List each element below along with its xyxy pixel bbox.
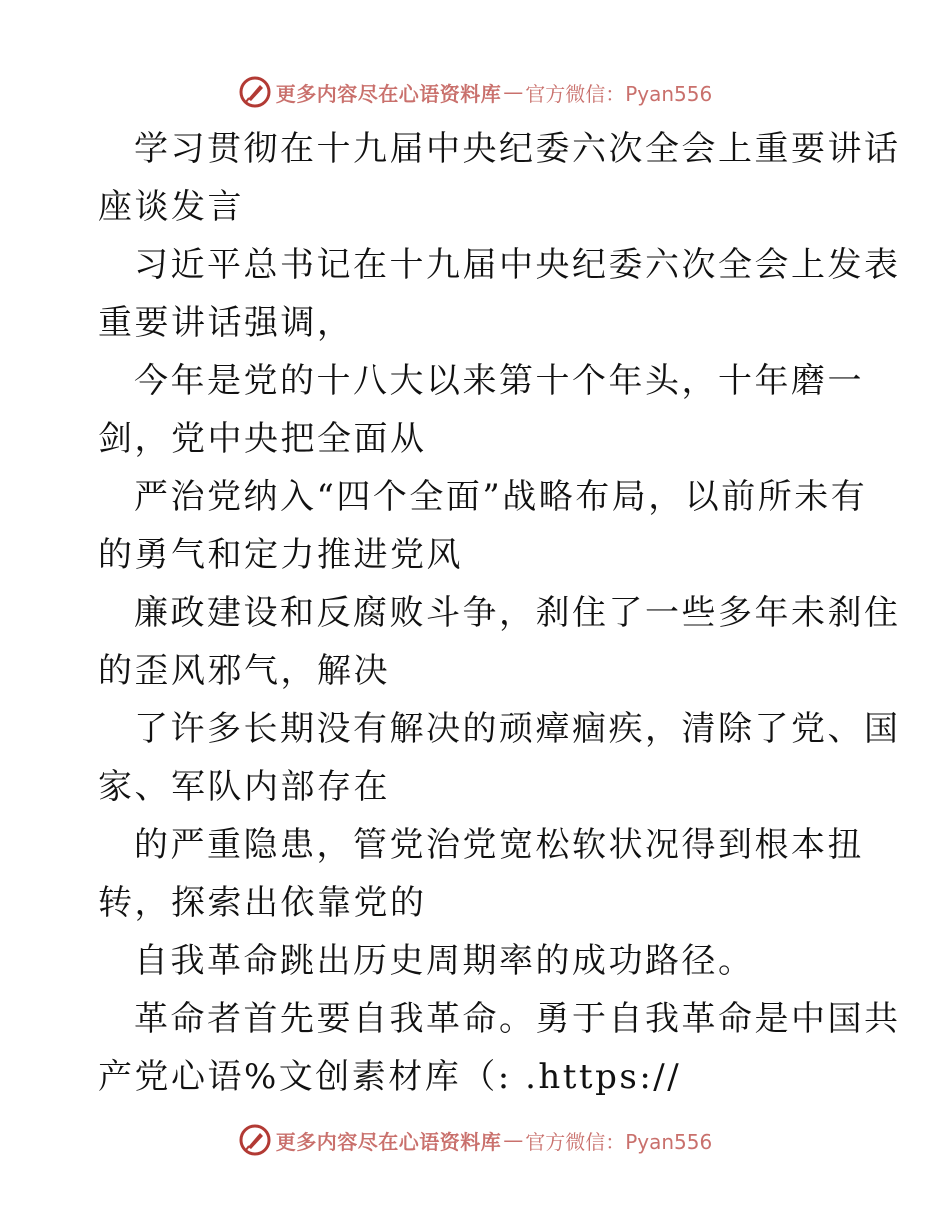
- text-line: 习近平总书记在十九届中央纪委六次全会上发表: [134, 245, 901, 285]
- watermark-text: 更多内容尽在心语资料库: [275, 81, 502, 106]
- quill-logo-icon: [238, 1123, 272, 1157]
- footer-watermark: [0, 1120, 950, 1160]
- text-line: 转，探索出依靠党的: [98, 883, 427, 923]
- text-line: 产党心语%文创素材库（: .https://: [98, 1057, 682, 1097]
- text-line: 剑，党中央把全面从: [98, 419, 427, 459]
- text-line: 严治党纳入“四个全面”战略布局，以前所未有: [134, 477, 868, 517]
- text-line: 革命者首先要自我革命。勇于自我革命是中国共: [134, 999, 901, 1039]
- text-line: 座谈发言: [98, 187, 244, 227]
- text-line: 今年是党的十八大以来第十个年头，十年磨一: [134, 361, 864, 401]
- watermark-wechat: 官方微信：Pyan556: [525, 81, 713, 106]
- quill-logo-icon: [238, 75, 272, 109]
- watermark-wechat: 官方微信：Pyan556: [525, 1129, 713, 1154]
- text-line: 重要讲话强调，: [98, 303, 354, 343]
- text-line: 的勇气和定力推进党风: [98, 535, 463, 575]
- text-line: 廉政建设和反腐败斗争，刹住了一些多年未刹住: [134, 593, 901, 633]
- watermark-dash: —: [503, 1128, 524, 1152]
- text-line: 的严重隐患，管党治党宽松软状况得到根本扭: [134, 825, 864, 865]
- text-line: 学习贯彻在十九届中央纪委六次全会上重要讲话: [134, 129, 901, 169]
- header-watermark: [0, 72, 950, 112]
- text-line: 家、军队内部存在: [98, 767, 390, 807]
- text-line: 的歪风邪气，解决: [98, 651, 390, 691]
- watermark-text: 更多内容尽在心语资料库: [275, 1129, 502, 1154]
- text-line: 自我革命跳出历史周期率的成功路径。: [134, 941, 755, 981]
- text-line: 了许多长期没有解决的顽瘴痼疾，清除了党、国: [134, 709, 901, 749]
- document-body: [98, 120, 901, 1106]
- watermark-dash: —: [503, 80, 524, 104]
